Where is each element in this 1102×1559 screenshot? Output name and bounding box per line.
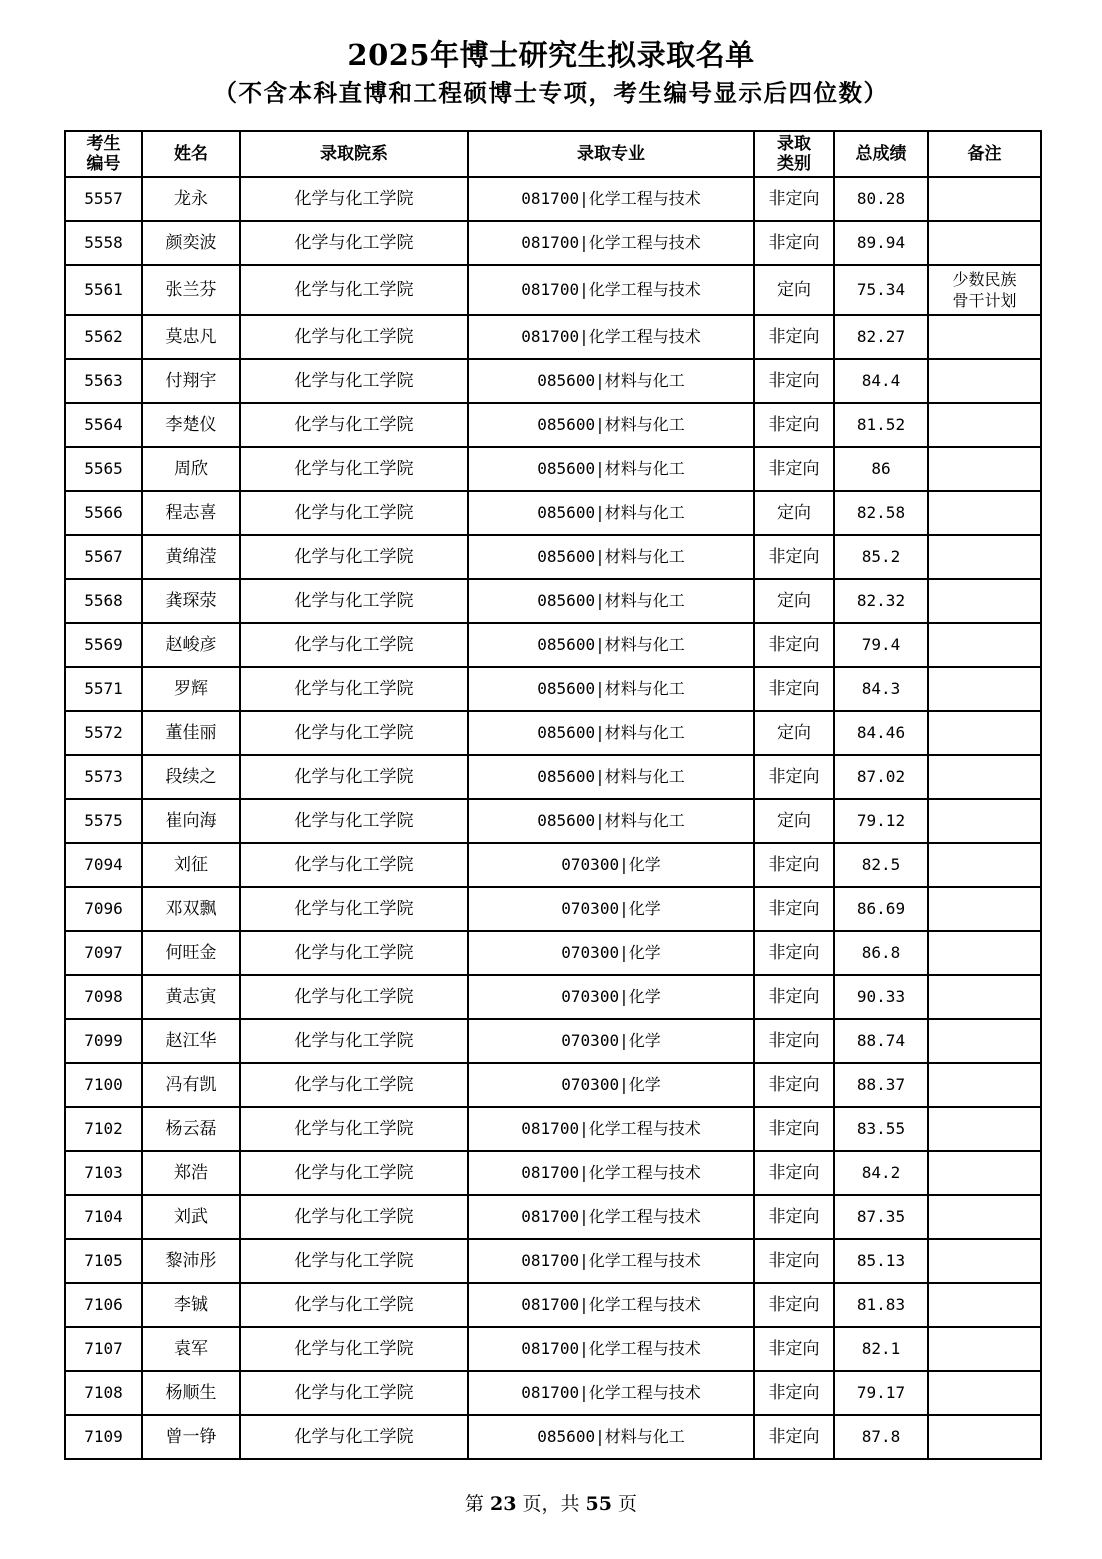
cell-score: 86 bbox=[834, 447, 928, 491]
cell-type: 定向 bbox=[754, 579, 834, 623]
cell-remark bbox=[928, 359, 1041, 403]
cell-major: 081700|化学工程与技术 bbox=[468, 1151, 754, 1195]
cell-dept: 化学与化工学院 bbox=[240, 1283, 468, 1327]
cell-remark bbox=[928, 1327, 1041, 1371]
cell-score: 80.28 bbox=[834, 177, 928, 221]
table-row bbox=[65, 177, 1041, 221]
cell-dept: 化学与化工学院 bbox=[240, 667, 468, 711]
cell-name: 袁军 bbox=[142, 1327, 240, 1371]
table-row bbox=[65, 1415, 1041, 1459]
cell-type: 非定向 bbox=[754, 447, 834, 491]
cell-id: 7099 bbox=[65, 1019, 142, 1063]
cell-id: 5564 bbox=[65, 403, 142, 447]
table-row bbox=[65, 931, 1041, 975]
cell-major: 081700|化学工程与技术 bbox=[468, 177, 754, 221]
cell-score: 86.8 bbox=[834, 931, 928, 975]
cell-name: 黎沛彤 bbox=[142, 1239, 240, 1283]
cell-dept: 化学与化工学院 bbox=[240, 177, 468, 221]
cell-type: 非定向 bbox=[754, 843, 834, 887]
cell-remark bbox=[928, 1107, 1041, 1151]
cell-score: 83.55 bbox=[834, 1107, 928, 1151]
cell-score: 84.4 bbox=[834, 359, 928, 403]
cell-major: 085600|材料与化工 bbox=[468, 491, 754, 535]
cell-major: 085600|材料与化工 bbox=[468, 579, 754, 623]
cell-dept: 化学与化工学院 bbox=[240, 359, 468, 403]
cell-score: 84.2 bbox=[834, 1151, 928, 1195]
cell-score: 82.5 bbox=[834, 843, 928, 887]
cell-dept: 化学与化工学院 bbox=[240, 491, 468, 535]
cell-score: 81.52 bbox=[834, 403, 928, 447]
cell-name: 杨云磊 bbox=[142, 1107, 240, 1151]
document-subtitle: （不含本科直博和工程硕博士专项，考生编号显示后四位数） bbox=[213, 79, 889, 107]
cell-remark bbox=[928, 491, 1041, 535]
table-row bbox=[65, 491, 1041, 535]
cell-name: 李楚仪 bbox=[142, 403, 240, 447]
cell-name: 董佳丽 bbox=[142, 711, 240, 755]
cell-major: 070300|化学 bbox=[468, 887, 754, 931]
cell-name: 龚琛荥 bbox=[142, 579, 240, 623]
cell-id: 7097 bbox=[65, 931, 142, 975]
cell-name: 何旺金 bbox=[142, 931, 240, 975]
cell-type: 非定向 bbox=[754, 221, 834, 265]
cell-id: 5575 bbox=[65, 799, 142, 843]
cell-dept: 化学与化工学院 bbox=[240, 1019, 468, 1063]
cell-score: 79.17 bbox=[834, 1371, 928, 1415]
cell-remark bbox=[928, 1371, 1041, 1415]
cell-major: 081700|化学工程与技术 bbox=[468, 1371, 754, 1415]
cell-id: 7100 bbox=[65, 1063, 142, 1107]
col-header-type bbox=[754, 131, 834, 177]
cell-major: 081700|化学工程与技术 bbox=[468, 265, 754, 315]
cell-type: 非定向 bbox=[754, 755, 834, 799]
cell-name: 崔向海 bbox=[142, 799, 240, 843]
cell-type: 非定向 bbox=[754, 315, 834, 359]
cell-name: 张兰芬 bbox=[142, 265, 240, 315]
cell-dept: 化学与化工学院 bbox=[240, 221, 468, 265]
cell-type: 非定向 bbox=[754, 1415, 834, 1459]
cell-id: 7104 bbox=[65, 1195, 142, 1239]
cell-name: 黄志寅 bbox=[142, 975, 240, 1019]
cell-major: 070300|化学 bbox=[468, 1063, 754, 1107]
cell-dept: 化学与化工学院 bbox=[240, 887, 468, 931]
cell-type: 定向 bbox=[754, 265, 834, 315]
cell-id: 5558 bbox=[65, 221, 142, 265]
cell-type: 非定向 bbox=[754, 1107, 834, 1151]
footer-middle: 页，共 bbox=[522, 1493, 580, 1515]
cell-major: 085600|材料与化工 bbox=[468, 623, 754, 667]
cell-remark bbox=[928, 1195, 1041, 1239]
cell-dept: 化学与化工学院 bbox=[240, 931, 468, 975]
cell-id: 5566 bbox=[65, 491, 142, 535]
cell-score: 87.02 bbox=[834, 755, 928, 799]
col-header-name: 姓名 bbox=[142, 131, 240, 177]
cell-name: 颜奕波 bbox=[142, 221, 240, 265]
cell-remark bbox=[928, 843, 1041, 887]
col-header-score: 总成绩 bbox=[834, 131, 928, 177]
cell-score: 85.2 bbox=[834, 535, 928, 579]
table-row bbox=[65, 667, 1041, 711]
cell-id: 5568 bbox=[65, 579, 142, 623]
table-row bbox=[65, 755, 1041, 799]
cell-dept: 化学与化工学院 bbox=[240, 1107, 468, 1151]
cell-score: 87.35 bbox=[834, 1195, 928, 1239]
cell-score: 82.58 bbox=[834, 491, 928, 535]
cell-remark bbox=[928, 535, 1041, 579]
cell-remark bbox=[928, 667, 1041, 711]
cell-name: 周欣 bbox=[142, 447, 240, 491]
cell-type: 定向 bbox=[754, 711, 834, 755]
cell-major: 085600|材料与化工 bbox=[468, 535, 754, 579]
cell-id: 5561 bbox=[65, 265, 142, 315]
cell-dept: 化学与化工学院 bbox=[240, 1195, 468, 1239]
cell-remark bbox=[928, 579, 1041, 623]
table-row bbox=[65, 975, 1041, 1019]
cell-major: 085600|材料与化工 bbox=[468, 755, 754, 799]
cell-remark bbox=[928, 221, 1041, 265]
cell-dept: 化学与化工学院 bbox=[240, 1151, 468, 1195]
cell-remark bbox=[928, 887, 1041, 931]
table-row bbox=[65, 1151, 1041, 1195]
cell-id: 7108 bbox=[65, 1371, 142, 1415]
cell-remark bbox=[928, 265, 1041, 315]
footer-total-pages: 55 bbox=[585, 1493, 612, 1515]
cell-score: 81.83 bbox=[834, 1283, 928, 1327]
table-row bbox=[65, 359, 1041, 403]
col-header-type-label: 录取类别 bbox=[777, 134, 811, 174]
cell-major: 070300|化学 bbox=[468, 1019, 754, 1063]
cell-remark bbox=[928, 799, 1041, 843]
cell-major: 085600|材料与化工 bbox=[468, 403, 754, 447]
cell-major: 081700|化学工程与技术 bbox=[468, 221, 754, 265]
cell-id: 7106 bbox=[65, 1283, 142, 1327]
table-body bbox=[65, 177, 1041, 1459]
cell-score: 85.13 bbox=[834, 1239, 928, 1283]
cell-dept: 化学与化工学院 bbox=[240, 1327, 468, 1371]
cell-name: 黄绵滢 bbox=[142, 535, 240, 579]
cell-score: 84.46 bbox=[834, 711, 928, 755]
cell-name: 冯有凯 bbox=[142, 1063, 240, 1107]
admission-table bbox=[64, 130, 1042, 1460]
cell-dept: 化学与化工学院 bbox=[240, 711, 468, 755]
cell-id: 7105 bbox=[65, 1239, 142, 1283]
cell-remark bbox=[928, 711, 1041, 755]
cell-id: 5571 bbox=[65, 667, 142, 711]
cell-id: 7107 bbox=[65, 1327, 142, 1371]
cell-dept: 化学与化工学院 bbox=[240, 535, 468, 579]
cell-major: 070300|化学 bbox=[468, 843, 754, 887]
cell-type: 非定向 bbox=[754, 931, 834, 975]
cell-dept: 化学与化工学院 bbox=[240, 1371, 468, 1415]
cell-id: 5567 bbox=[65, 535, 142, 579]
cell-dept: 化学与化工学院 bbox=[240, 265, 468, 315]
cell-id: 7103 bbox=[65, 1151, 142, 1195]
table-row bbox=[65, 221, 1041, 265]
table-row bbox=[65, 843, 1041, 887]
cell-name: 赵峻彦 bbox=[142, 623, 240, 667]
cell-remark bbox=[928, 931, 1041, 975]
cell-remark-text: 少数民族骨干计划 bbox=[952, 270, 1017, 310]
cell-remark bbox=[928, 315, 1041, 359]
cell-id: 5572 bbox=[65, 711, 142, 755]
cell-name: 赵江华 bbox=[142, 1019, 240, 1063]
cell-id: 5573 bbox=[65, 755, 142, 799]
cell-major: 085600|材料与化工 bbox=[468, 1415, 754, 1459]
table-row bbox=[65, 623, 1041, 667]
cell-name: 刘征 bbox=[142, 843, 240, 887]
table-row bbox=[65, 535, 1041, 579]
cell-score: 88.37 bbox=[834, 1063, 928, 1107]
cell-type: 非定向 bbox=[754, 623, 834, 667]
cell-id: 5557 bbox=[65, 177, 142, 221]
cell-major: 070300|化学 bbox=[468, 975, 754, 1019]
cell-type: 非定向 bbox=[754, 1063, 834, 1107]
cell-name: 刘武 bbox=[142, 1195, 240, 1239]
cell-type: 非定向 bbox=[754, 1239, 834, 1283]
cell-name: 曾一铮 bbox=[142, 1415, 240, 1459]
cell-type: 非定向 bbox=[754, 1195, 834, 1239]
table-row bbox=[65, 315, 1041, 359]
table-row bbox=[65, 1327, 1041, 1371]
cell-type: 定向 bbox=[754, 799, 834, 843]
cell-id: 5565 bbox=[65, 447, 142, 491]
cell-type: 非定向 bbox=[754, 887, 834, 931]
cell-type: 非定向 bbox=[754, 359, 834, 403]
cell-id: 7096 bbox=[65, 887, 142, 931]
cell-major: 085600|材料与化工 bbox=[468, 667, 754, 711]
table-row bbox=[65, 1371, 1041, 1415]
table-row bbox=[65, 1283, 1041, 1327]
cell-name: 李铖 bbox=[142, 1283, 240, 1327]
cell-dept: 化学与化工学院 bbox=[240, 1415, 468, 1459]
cell-dept: 化学与化工学院 bbox=[240, 403, 468, 447]
cell-major: 085600|材料与化工 bbox=[468, 447, 754, 491]
footer-page-number: 23 bbox=[489, 1493, 517, 1515]
cell-dept: 化学与化工学院 bbox=[240, 579, 468, 623]
cell-type: 非定向 bbox=[754, 1151, 834, 1195]
cell-score: 86.69 bbox=[834, 887, 928, 931]
cell-remark bbox=[928, 1283, 1041, 1327]
cell-dept: 化学与化工学院 bbox=[240, 315, 468, 359]
col-header-id-label: 考生编号 bbox=[86, 134, 121, 174]
cell-score: 79.4 bbox=[834, 623, 928, 667]
cell-dept: 化学与化工学院 bbox=[240, 755, 468, 799]
table-row bbox=[65, 1019, 1041, 1063]
table-row bbox=[65, 1107, 1041, 1151]
cell-major: 085600|材料与化工 bbox=[468, 711, 754, 755]
cell-dept: 化学与化工学院 bbox=[240, 843, 468, 887]
cell-score: 84.3 bbox=[834, 667, 928, 711]
cell-score: 89.94 bbox=[834, 221, 928, 265]
cell-id: 5562 bbox=[65, 315, 142, 359]
cell-name: 罗辉 bbox=[142, 667, 240, 711]
cell-id: 7094 bbox=[65, 843, 142, 887]
document-title: 2025年博士研究生拟录取名单 bbox=[347, 38, 755, 72]
cell-type: 非定向 bbox=[754, 1371, 834, 1415]
cell-id: 7109 bbox=[65, 1415, 142, 1459]
cell-dept: 化学与化工学院 bbox=[240, 975, 468, 1019]
cell-type: 非定向 bbox=[754, 1327, 834, 1371]
cell-type: 非定向 bbox=[754, 667, 834, 711]
cell-dept: 化学与化工学院 bbox=[240, 1239, 468, 1283]
table-row bbox=[65, 1239, 1041, 1283]
table-row bbox=[65, 711, 1041, 755]
cell-remark bbox=[928, 1063, 1041, 1107]
cell-type: 非定向 bbox=[754, 535, 834, 579]
cell-type: 定向 bbox=[754, 491, 834, 535]
cell-major: 081700|化学工程与技术 bbox=[468, 1327, 754, 1371]
col-header-remark: 备注 bbox=[928, 131, 1041, 177]
cell-remark bbox=[928, 403, 1041, 447]
cell-remark bbox=[928, 755, 1041, 799]
cell-score: 75.34 bbox=[834, 265, 928, 315]
cell-major: 081700|化学工程与技术 bbox=[468, 315, 754, 359]
cell-name: 郑浩 bbox=[142, 1151, 240, 1195]
cell-name: 邓双飘 bbox=[142, 887, 240, 931]
cell-remark bbox=[928, 975, 1041, 1019]
cell-id: 7098 bbox=[65, 975, 142, 1019]
table-row bbox=[65, 579, 1041, 623]
cell-major: 085600|材料与化工 bbox=[468, 359, 754, 403]
table-row bbox=[65, 799, 1041, 843]
col-header-major: 录取专业 bbox=[468, 131, 754, 177]
footer-suffix: 页 bbox=[618, 1493, 638, 1515]
cell-major: 070300|化学 bbox=[468, 931, 754, 975]
cell-score: 82.27 bbox=[834, 315, 928, 359]
cell-id: 7102 bbox=[65, 1107, 142, 1151]
cell-type: 非定向 bbox=[754, 177, 834, 221]
cell-name: 程志喜 bbox=[142, 491, 240, 535]
cell-type: 非定向 bbox=[754, 403, 834, 447]
col-header-id bbox=[65, 131, 142, 177]
cell-name: 杨顺生 bbox=[142, 1371, 240, 1415]
cell-major: 081700|化学工程与技术 bbox=[468, 1239, 754, 1283]
header-row bbox=[65, 131, 1041, 177]
page-footer bbox=[0, 1492, 1102, 1516]
cell-score: 79.12 bbox=[834, 799, 928, 843]
cell-remark bbox=[928, 177, 1041, 221]
cell-id: 5569 bbox=[65, 623, 142, 667]
cell-remark bbox=[928, 1239, 1041, 1283]
table-row bbox=[65, 403, 1041, 447]
col-header-dept: 录取院系 bbox=[240, 131, 468, 177]
table-row bbox=[65, 447, 1041, 491]
cell-dept: 化学与化工学院 bbox=[240, 799, 468, 843]
footer-prefix: 第 bbox=[464, 1493, 484, 1515]
cell-dept: 化学与化工学院 bbox=[240, 623, 468, 667]
cell-score: 82.1 bbox=[834, 1327, 928, 1371]
cell-score: 90.33 bbox=[834, 975, 928, 1019]
cell-name: 莫忠凡 bbox=[142, 315, 240, 359]
cell-type: 非定向 bbox=[754, 975, 834, 1019]
cell-remark bbox=[928, 1151, 1041, 1195]
table-row bbox=[65, 1063, 1041, 1107]
cell-score: 82.32 bbox=[834, 579, 928, 623]
cell-type: 非定向 bbox=[754, 1019, 834, 1063]
table-row bbox=[65, 265, 1041, 315]
cell-major: 081700|化学工程与技术 bbox=[468, 1195, 754, 1239]
cell-name: 付翔宇 bbox=[142, 359, 240, 403]
cell-major: 085600|材料与化工 bbox=[468, 799, 754, 843]
cell-remark bbox=[928, 1019, 1041, 1063]
table-row bbox=[65, 887, 1041, 931]
cell-type: 非定向 bbox=[754, 1283, 834, 1327]
cell-dept: 化学与化工学院 bbox=[240, 447, 468, 491]
table-row bbox=[65, 1195, 1041, 1239]
cell-remark bbox=[928, 1415, 1041, 1459]
cell-dept: 化学与化工学院 bbox=[240, 1063, 468, 1107]
cell-score: 87.8 bbox=[834, 1415, 928, 1459]
cell-name: 段续之 bbox=[142, 755, 240, 799]
cell-id: 5563 bbox=[65, 359, 142, 403]
cell-major: 081700|化学工程与技术 bbox=[468, 1107, 754, 1151]
cell-major: 081700|化学工程与技术 bbox=[468, 1283, 754, 1327]
cell-remark bbox=[928, 623, 1041, 667]
cell-remark bbox=[928, 447, 1041, 491]
cell-score: 88.74 bbox=[834, 1019, 928, 1063]
cell-name: 龙永 bbox=[142, 177, 240, 221]
